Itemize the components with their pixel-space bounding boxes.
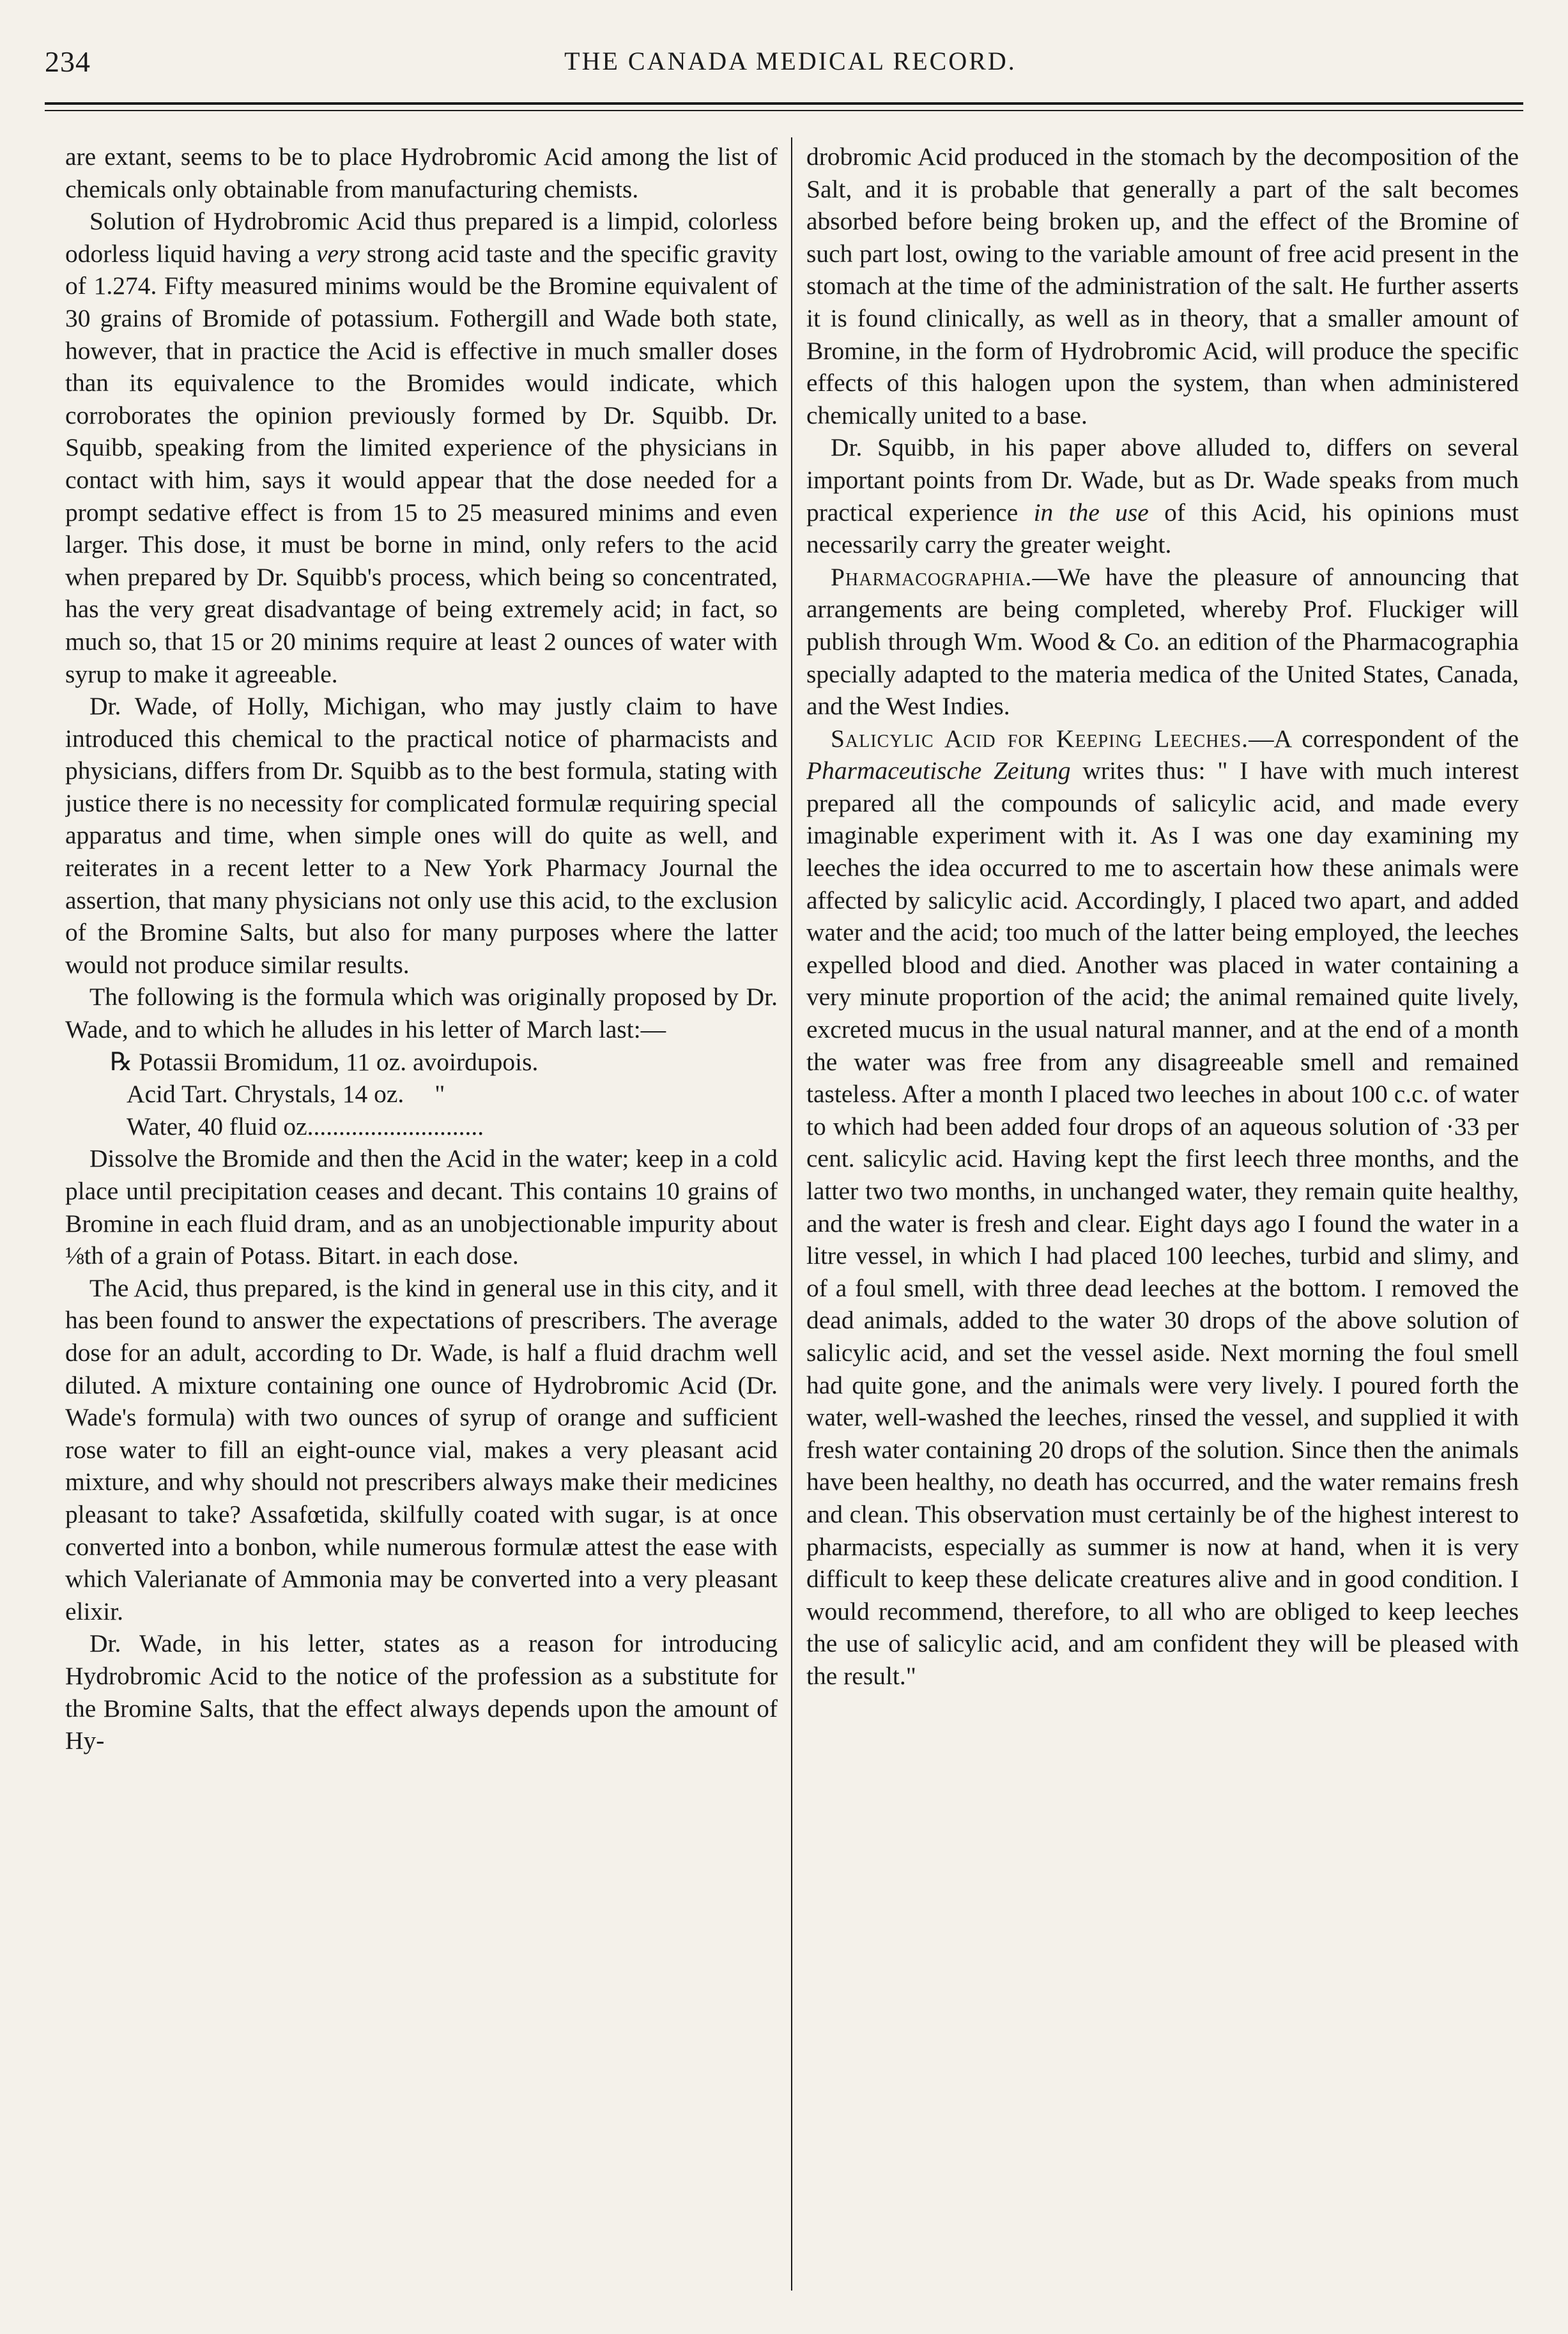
formula-line: ℞ Potassii Bromidum, 11 oz. avoirdupois. (110, 1047, 539, 1076)
column-divider (791, 137, 792, 2291)
paragraph-salicylic-acid: Salicylic Acid for Keeping Leeches.—A correspondent of the Pharmaceutische Zeitung writes thus: " I have with much interest prepared all the compounds of salicylic acid, and made every imaginable experiment with it. As I was one day examining my leeches the idea occurred to me to ascertain how these animals were affected by salicylic acid. Accordingly, I placed two apart, and added water and the acid; too much of the latter being employed, the leeches expelled blood and died. Another was placed in water containing a very minute proportion of the acid; the animal remained quite lively, excreted mucus in the usual natural manner, and at the end of a month the water was free from any disagreeable smell and remained tasteless. After a month I placed two leeches in about 100 c.c. of water to which had been added four drops of an aqueous solution of ·33 per cent. salicylic acid. Having kept the first leech three months, and the latter two two months, in unchanged water, they remain quite healthy, and the water is fresh and clear. Eight days ago I found the water in a litre vessel, in which I had placed 100 leeches, turbid and slimy, and of a foul smell, with three dead leeches at the bottom. I removed the dead animals, added to the water 30 drops of the above solution of salicylic acid, and set the vessel aside. Next morning the foul smell had quite gone, and the animals were very lively. I poured forth the water, well-washed the leeches, rinsed the vessel, and supplied it with fresh water containing 20 drops of the solution. Since then the animals have been healthy, no death has occurred, and the water remains fresh and clean. This observation must certainly be of the highest interest to pharmacists, especially as summer is now at hand, when it is very difficult to keep these delicate creatures alive and in good condition. I would recommend, therefore, to all who are obliged to keep leeches the use of salicylic acid, and am confident they will be pleased with the result." (806, 724, 1519, 1690)
paragraph: Dr. Wade, of Holly, Michigan, who may justly claim to have introduced this chemical to the practical notice of pharmacists and physicians, differs from Dr. Squibb as to the best formula, stating with justice there is no necessity for complicated formulæ requiring special apparatus and time, when simple ones will do quite as well, and reiterates in a recent letter to a New York Pharmacy Journal the assertion, that many physicians not only use this acid, to the exclusion of the Bromine Salts, but also for many purposes where the latter would not produce similar results. (65, 692, 778, 979)
paragraph: are extant, seems to be to place Hydrobromic Acid among the list of chemicals only obtainable from manufacturing chemists. (65, 142, 778, 203)
paragraph: Dr. Wade, in his letter, states as a reason for introducing Hydrobromic Acid to the notice of the profession as a substitute for the Bromine Salts, that the effect always depends upon the amount of Hy- (65, 1629, 778, 1755)
page-number: 234 (45, 45, 91, 78)
header-rule-thin (45, 110, 1523, 111)
left-column (65, 141, 778, 2287)
paragraph: Dissolve the Bromide and then the Acid in the water; keep in a cold place until precipitation ceases and decant. This contains 10 grains of Bromine in each fluid dram, and as an unobjectionable impurity about ⅛th of a grain of Potass. Bitart. in each dose. (65, 1144, 778, 1270)
paragraph: Dr. Squibb, in his paper above alluded to, differs on several important points from Dr. Wade, but as Dr. Wade speaks from much practical experience in the use of this Acid, his opinions must necessarily carry the greater weight. (806, 433, 1519, 559)
page-header (38, 45, 1542, 89)
header-rule-thick (45, 102, 1523, 105)
paragraph: Solution of Hydrobromic Acid thus prepared is a limpid, colorless odorless liquid having a very strong acid taste and the specific gravity of 1.274. Fifty measured minims would be the Bromine equivalent of 30 grains of Bromide of potassium. Fothergill and Wade both state, however, that in practice the Acid is effective in much smaller doses than its equivalence to the Bromides would indicate, which corroborates the opinion previously formed by Dr. Squibb. Dr. Squibb, speaking from the limited experience of the physicians in contact with him, says it would appear that the dose needed for a prompt sedative effect is from 15 to 25 measured minims and even larger. This dose, it must be borne in mind, only refers to the acid when prepared by Dr. Squibb's process, which being so concentrated, has the very great disadvantage of being extremely acid; in fact, so much so, that 15 or 20 minims require at least 2 ounces of water with syrup to make it agreeable. (65, 207, 778, 688)
paragraph: The following is the formula which was originally proposed by Dr. Wade, and to which he alludes in his letter of March last:— (65, 983, 778, 1044)
formula-line: Water, 40 fluid oz............................ (127, 1112, 484, 1140)
paragraph-pharmacographia: Pharmacographia.—We have the pleasure of announcing that arrangements are being completed, whereby Prof. Fluckiger will publish through Wm. Wood & Co. an edition of the Pharmacographia specially adapted to the materia medica of the United States, Canada, and the West Indies. (806, 562, 1519, 721)
running-title: THE CANADA MEDICAL RECORD. (564, 47, 1017, 75)
paragraph: drobromic Acid produced in the stomach by the decomposition of the Salt, and it is probable that generally a part of the salt becomes absorbed before being broken up, and the effect of the Bromine of such part lost, owing to the variable amount of free acid present in the stomach at the time of the administration of the salt. He further asserts it is found clinically, as well as in theory, that a smaller amount of Bromine, in the form of Hydrobromic Acid, will produce the specific effects of this halogen upon the system, than when administered chemically united to a base. (806, 142, 1519, 429)
right-column (806, 141, 1519, 2287)
paragraph: The Acid, thus prepared, is the kind in general use in this city, and it has been found to answer the expectations of prescribers. The average dose for an adult, according to Dr. Wade, is half a fluid drachm well diluted. A mixture containing one ounce of Hydrobromic Acid (Dr. Wade's formula) with two ounces of syrup of orange and sufficient rose water to fill an eight-ounce vial, makes a very pleasant acid mixture, and why should not prescribers always make their medicines pleasant to take? Assafœtida, skilfully coated with sugar, is at once converted into a bonbon, while numerous formulæ attest the ease with which Valerianate of Ammonia may be converted into a very pleasant elixir. (65, 1273, 778, 1625)
section-heading: Pharmacographia. (831, 562, 1033, 591)
formula-line: Acid Tart. Chrystals, 14 oz. " (65, 1078, 778, 1110)
ditto-mark: " (434, 1080, 445, 1109)
section-heading: Salicylic Acid for Keeping Leeches. (831, 724, 1249, 753)
